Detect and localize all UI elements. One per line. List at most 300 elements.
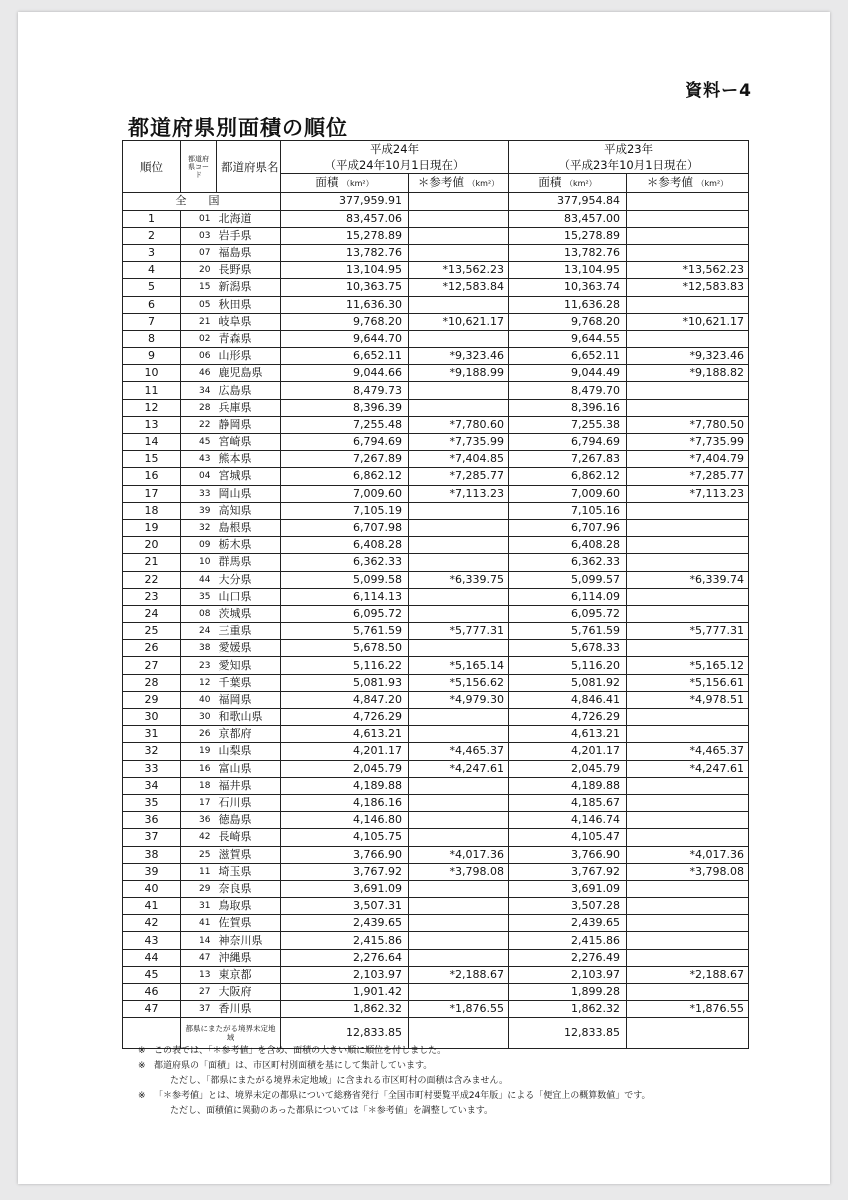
prefecture-name-cell: 大分県 — [217, 571, 281, 588]
ref1-cell: *4,017.36 — [409, 846, 509, 863]
ref1-cell — [409, 330, 509, 347]
table-row — [123, 657, 749, 674]
total-area1: 377,959.91 — [281, 193, 409, 210]
area1-cell: 9,044.66 — [281, 365, 409, 382]
code-cell: 08 — [181, 605, 217, 622]
header-area2: 面積 （km²） — [509, 174, 627, 193]
table-row — [123, 571, 749, 588]
rank-cell: 16 — [123, 468, 181, 485]
code-cell: 21 — [181, 313, 217, 330]
code-cell: 45 — [181, 434, 217, 451]
header-period2: 平成23年 — [509, 141, 749, 158]
ref2-cell — [627, 399, 749, 416]
table-row — [123, 554, 749, 571]
area1-cell: 6,114.13 — [281, 588, 409, 605]
rank-cell: 40 — [123, 880, 181, 897]
code-cell: 40 — [181, 691, 217, 708]
ref1-cell: *12,583.84 — [409, 279, 509, 296]
ref1-cell — [409, 640, 509, 657]
table-row — [123, 846, 749, 863]
table-row — [123, 1001, 749, 1018]
area1-cell: 13,782.76 — [281, 244, 409, 261]
prefecture-name-cell: 富山県 — [217, 760, 281, 777]
ref1-cell: *3,798.08 — [409, 863, 509, 880]
area1-cell: 2,276.64 — [281, 949, 409, 966]
code-cell: 05 — [181, 296, 217, 313]
ref2-cell — [627, 812, 749, 829]
prefecture-name-cell: 愛知県 — [217, 657, 281, 674]
table-row — [123, 451, 749, 468]
code-cell: 34 — [181, 382, 217, 399]
ref2-cell — [627, 984, 749, 1001]
rank-cell: 33 — [123, 760, 181, 777]
code-cell: 13 — [181, 966, 217, 983]
rank-cell: 23 — [123, 588, 181, 605]
header-rank: 順位 — [123, 141, 181, 193]
rank-cell: 41 — [123, 898, 181, 915]
ref2-cell — [627, 898, 749, 915]
prefecture-name-cell: 埼玉県 — [217, 863, 281, 880]
ref2-cell: *7,285.77 — [627, 468, 749, 485]
area2-cell: 10,363.74 — [509, 279, 627, 296]
table-row — [123, 863, 749, 880]
code-cell: 18 — [181, 777, 217, 794]
ref2-cell: *2,188.67 — [627, 966, 749, 983]
prefecture-name-cell: 愛媛県 — [217, 640, 281, 657]
rank-cell: 34 — [123, 777, 181, 794]
ref1-cell — [409, 726, 509, 743]
ref2-cell: *9,323.46 — [627, 348, 749, 365]
area2-cell: 5,678.33 — [509, 640, 627, 657]
ref2-cell — [627, 244, 749, 261]
prefecture-name-cell: 石川県 — [217, 794, 281, 811]
area1-cell: 13,104.95 — [281, 262, 409, 279]
total-ref1 — [409, 193, 509, 210]
rank-cell: 42 — [123, 915, 181, 932]
ref2-cell — [627, 330, 749, 347]
rank-cell: 21 — [123, 554, 181, 571]
table-row — [123, 760, 749, 777]
note-line — [138, 1104, 651, 1119]
rank-cell: 20 — [123, 537, 181, 554]
note-mark — [138, 1074, 154, 1089]
ref1-cell: *2,188.67 — [409, 966, 509, 983]
area1-cell: 15,278.89 — [281, 227, 409, 244]
area1-cell: 8,396.39 — [281, 399, 409, 416]
area1-cell: 6,794.69 — [281, 434, 409, 451]
table-row — [123, 519, 749, 536]
code-cell: 17 — [181, 794, 217, 811]
code-cell: 42 — [181, 829, 217, 846]
area1-cell: 4,189.88 — [281, 777, 409, 794]
code-cell: 36 — [181, 812, 217, 829]
rank-cell: 5 — [123, 279, 181, 296]
area2-cell: 2,045.79 — [509, 760, 627, 777]
rank-cell: 10 — [123, 365, 181, 382]
ref1-cell — [409, 399, 509, 416]
ref1-cell: *5,777.31 — [409, 623, 509, 640]
ref2-cell — [627, 777, 749, 794]
area1-cell: 1,862.32 — [281, 1001, 409, 1018]
code-cell: 04 — [181, 468, 217, 485]
area2-cell: 6,362.33 — [509, 554, 627, 571]
table-row — [123, 399, 749, 416]
prefecture-name-cell: 山形県 — [217, 348, 281, 365]
rank-cell: 35 — [123, 794, 181, 811]
code-cell: 43 — [181, 451, 217, 468]
code-cell: 44 — [181, 571, 217, 588]
note-line — [138, 1089, 651, 1104]
ref2-cell — [627, 709, 749, 726]
total-row — [123, 193, 749, 210]
ref2-cell — [627, 296, 749, 313]
area2-cell: 2,103.97 — [509, 966, 627, 983]
prefecture-name-cell: 大阪府 — [217, 984, 281, 1001]
area2-cell: 6,652.11 — [509, 348, 627, 365]
area1-cell: 8,479.73 — [281, 382, 409, 399]
table-row — [123, 777, 749, 794]
table-row — [123, 674, 749, 691]
ref2-cell — [627, 640, 749, 657]
prefecture-name-cell: 徳島県 — [217, 812, 281, 829]
ref2-cell — [627, 382, 749, 399]
table-row — [123, 537, 749, 554]
code-cell: 35 — [181, 588, 217, 605]
rank-cell: 14 — [123, 434, 181, 451]
code-cell: 27 — [181, 984, 217, 1001]
area1-cell: 5,678.50 — [281, 640, 409, 657]
prefecture-name-cell: 滋賀県 — [217, 846, 281, 863]
rank-cell: 37 — [123, 829, 181, 846]
code-cell: 41 — [181, 915, 217, 932]
code-cell: 31 — [181, 898, 217, 915]
ref1-cell: *7,285.77 — [409, 468, 509, 485]
area2-cell: 7,267.83 — [509, 451, 627, 468]
prefecture-name-cell: 沖縄県 — [217, 949, 281, 966]
code-cell: 06 — [181, 348, 217, 365]
area2-cell: 6,408.28 — [509, 537, 627, 554]
note-text: この表では、「＊参考値」を含め、面積の大きい順に順位を付しました。 — [154, 1046, 447, 1056]
note-text: ただし、面積値に異動のあった都県については「＊参考値」を調整しています。 — [170, 1106, 494, 1116]
ref1-cell — [409, 880, 509, 897]
table-row — [123, 244, 749, 261]
ref1-cell — [409, 605, 509, 622]
rank-cell: 32 — [123, 743, 181, 760]
area2-cell: 3,691.09 — [509, 880, 627, 897]
header-ref1: ＊参考値 （km²） — [409, 174, 509, 193]
area2-cell: 4,105.47 — [509, 829, 627, 846]
area1-cell: 6,095.72 — [281, 605, 409, 622]
table-row — [123, 709, 749, 726]
total-ref2 — [627, 193, 749, 210]
ref1-cell: *5,165.14 — [409, 657, 509, 674]
code-cell: 09 — [181, 537, 217, 554]
area1-cell: 2,045.79 — [281, 760, 409, 777]
area1-cell: 5,081.93 — [281, 674, 409, 691]
prefecture-name-cell: 秋田県 — [217, 296, 281, 313]
prefecture-name-cell: 宮城県 — [217, 468, 281, 485]
rank-cell: 19 — [123, 519, 181, 536]
area1-cell: 1,901.42 — [281, 984, 409, 1001]
rank-cell: 6 — [123, 296, 181, 313]
header-code: 都道府県コード — [181, 141, 217, 193]
area1-cell: 4,201.17 — [281, 743, 409, 760]
code-cell: 22 — [181, 416, 217, 433]
code-cell: 11 — [181, 863, 217, 880]
area2-cell: 7,009.60 — [509, 485, 627, 502]
table-row — [123, 623, 749, 640]
ref1-cell — [409, 915, 509, 932]
total-area2: 377,954.84 — [509, 193, 627, 210]
table-row — [123, 691, 749, 708]
prefecture-name-cell: 和歌山県 — [217, 709, 281, 726]
ref1-cell — [409, 777, 509, 794]
ref2-cell — [627, 726, 749, 743]
rank-cell: 44 — [123, 949, 181, 966]
area2-cell: 4,613.21 — [509, 726, 627, 743]
area2-cell: 13,782.76 — [509, 244, 627, 261]
header-period1-date: （平成24年10月1日現在） — [281, 157, 509, 174]
ref2-cell — [627, 554, 749, 571]
area1-cell: 2,103.97 — [281, 966, 409, 983]
ref1-cell — [409, 296, 509, 313]
area2-cell: 7,255.38 — [509, 416, 627, 433]
ref1-cell — [409, 554, 509, 571]
rank-cell: 22 — [123, 571, 181, 588]
area2-cell: 5,081.92 — [509, 674, 627, 691]
ref2-cell — [627, 502, 749, 519]
area1-cell: 6,408.28 — [281, 537, 409, 554]
area2-cell: 4,185.67 — [509, 794, 627, 811]
ref1-cell — [409, 537, 509, 554]
document-label: 資料ー4 — [685, 81, 752, 101]
area1-cell: 4,105.75 — [281, 829, 409, 846]
prefecture-name-cell: 静岡県 — [217, 416, 281, 433]
ref2-cell — [627, 949, 749, 966]
area2-cell: 3,767.92 — [509, 863, 627, 880]
area2-cell: 2,439.65 — [509, 915, 627, 932]
ref2-cell: *12,583.83 — [627, 279, 749, 296]
area1-cell: 4,613.21 — [281, 726, 409, 743]
ref2-cell: *13,562.23 — [627, 262, 749, 279]
ref2-cell — [627, 519, 749, 536]
rank-cell: 12 — [123, 399, 181, 416]
prefecture-name-cell: 福井県 — [217, 777, 281, 794]
ref1-cell: *4,979.30 — [409, 691, 509, 708]
ref1-cell: *9,323.46 — [409, 348, 509, 365]
ref1-cell: *7,735.99 — [409, 434, 509, 451]
ref1-cell: *7,404.85 — [409, 451, 509, 468]
area2-cell: 6,707.96 — [509, 519, 627, 536]
table-row — [123, 898, 749, 915]
area1-cell: 7,267.89 — [281, 451, 409, 468]
area2-cell: 9,768.20 — [509, 313, 627, 330]
ref1-cell — [409, 812, 509, 829]
table-row — [123, 743, 749, 760]
table-row — [123, 468, 749, 485]
ref2-cell: *5,156.61 — [627, 674, 749, 691]
ref1-cell — [409, 949, 509, 966]
footer-area1: 12,833.85 — [281, 1018, 409, 1049]
ref1-cell: *1,876.55 — [409, 1001, 509, 1018]
ref2-cell: *5,777.31 — [627, 623, 749, 640]
rank-cell: 45 — [123, 966, 181, 983]
area2-cell: 4,846.41 — [509, 691, 627, 708]
table-row — [123, 829, 749, 846]
rank-cell: 43 — [123, 932, 181, 949]
ref2-cell — [627, 880, 749, 897]
rank-cell: 3 — [123, 244, 181, 261]
ref1-cell — [409, 829, 509, 846]
area2-cell: 4,726.29 — [509, 709, 627, 726]
area1-cell: 4,847.20 — [281, 691, 409, 708]
area1-cell: 6,707.98 — [281, 519, 409, 536]
table-row — [123, 932, 749, 949]
area1-cell: 6,362.33 — [281, 554, 409, 571]
area1-cell: 9,644.70 — [281, 330, 409, 347]
code-cell: 46 — [181, 365, 217, 382]
prefecture-name-cell: 千葉県 — [217, 674, 281, 691]
ref1-cell: *10,621.17 — [409, 313, 509, 330]
code-cell: 32 — [181, 519, 217, 536]
area2-cell: 3,766.90 — [509, 846, 627, 863]
ref1-cell — [409, 244, 509, 261]
ref2-cell — [627, 227, 749, 244]
rank-cell: 27 — [123, 657, 181, 674]
ref1-cell: *4,247.61 — [409, 760, 509, 777]
code-cell: 28 — [181, 399, 217, 416]
code-cell: 39 — [181, 502, 217, 519]
note-line — [138, 1074, 651, 1089]
ref1-cell: *13,562.23 — [409, 262, 509, 279]
area1-cell: 3,691.09 — [281, 880, 409, 897]
notes — [138, 1044, 651, 1119]
rank-cell: 36 — [123, 812, 181, 829]
ref2-cell — [627, 915, 749, 932]
note-text: 「＊参考値」とは、境界未定の都県について総務省発行「全国市町村要覧平成24年版」による「便宜上の概算数値」です。 — [154, 1091, 651, 1101]
code-cell: 16 — [181, 760, 217, 777]
area2-cell: 8,479.70 — [509, 382, 627, 399]
area1-cell: 6,862.12 — [281, 468, 409, 485]
area2-cell: 5,099.57 — [509, 571, 627, 588]
rank-cell: 13 — [123, 416, 181, 433]
document-page — [18, 12, 830, 1184]
note-mark: ※ — [138, 1046, 146, 1056]
area1-cell: 4,186.16 — [281, 794, 409, 811]
code-cell: 29 — [181, 880, 217, 897]
table-row — [123, 949, 749, 966]
ref2-cell: *7,780.50 — [627, 416, 749, 433]
prefecture-name-cell: 鹿児島県 — [217, 365, 281, 382]
ref1-cell — [409, 382, 509, 399]
ref2-cell: *7,113.23 — [627, 485, 749, 502]
ref1-cell: *7,780.60 — [409, 416, 509, 433]
note-text: 都道府県の「面積」は、市区町村別面積を基にして集計しています。 — [154, 1061, 433, 1071]
area2-cell: 6,114.09 — [509, 588, 627, 605]
header-name: 都道府県名 — [217, 141, 281, 193]
table-row — [123, 296, 749, 313]
area2-cell: 5,761.59 — [509, 623, 627, 640]
area2-cell: 6,095.72 — [509, 605, 627, 622]
table-row — [123, 984, 749, 1001]
ref1-cell — [409, 519, 509, 536]
ref2-cell — [627, 537, 749, 554]
area1-cell: 6,652.11 — [281, 348, 409, 365]
code-cell: 02 — [181, 330, 217, 347]
rank-cell: 31 — [123, 726, 181, 743]
table-row — [123, 915, 749, 932]
area1-cell: 11,636.30 — [281, 296, 409, 313]
table-row — [123, 365, 749, 382]
rank-cell: 11 — [123, 382, 181, 399]
ref1-cell: *7,113.23 — [409, 485, 509, 502]
area2-cell: 5,116.20 — [509, 657, 627, 674]
ref1-cell — [409, 794, 509, 811]
code-cell: 38 — [181, 640, 217, 657]
table-row — [123, 640, 749, 657]
prefecture-name-cell: 香川県 — [217, 1001, 281, 1018]
code-cell: 26 — [181, 726, 217, 743]
total-label: 全国 — [123, 193, 281, 210]
area1-cell: 7,255.48 — [281, 416, 409, 433]
code-cell: 47 — [181, 949, 217, 966]
area1-cell: 3,507.31 — [281, 898, 409, 915]
table-row — [123, 502, 749, 519]
code-cell: 37 — [181, 1001, 217, 1018]
code-cell: 20 — [181, 262, 217, 279]
ref1-cell: *5,156.62 — [409, 674, 509, 691]
prefecture-name-cell: 高知県 — [217, 502, 281, 519]
ref1-cell — [409, 588, 509, 605]
ref2-cell: *6,339.74 — [627, 571, 749, 588]
table-row — [123, 726, 749, 743]
prefecture-name-cell: 栃木県 — [217, 537, 281, 554]
prefecture-name-cell: 群馬県 — [217, 554, 281, 571]
ref1-cell — [409, 898, 509, 915]
ref2-cell: *4,465.37 — [627, 743, 749, 760]
table-row — [123, 227, 749, 244]
rank-cell: 1 — [123, 210, 181, 227]
table-row — [123, 348, 749, 365]
rank-cell: 47 — [123, 1001, 181, 1018]
ref2-cell: *4,978.51 — [627, 691, 749, 708]
table-row — [123, 588, 749, 605]
prefecture-name-cell: 三重県 — [217, 623, 281, 640]
table-row — [123, 605, 749, 622]
ref2-cell: *10,621.17 — [627, 313, 749, 330]
area2-cell: 6,794.69 — [509, 434, 627, 451]
prefecture-name-cell: 京都府 — [217, 726, 281, 743]
rank-cell: 15 — [123, 451, 181, 468]
area1-cell: 2,415.86 — [281, 932, 409, 949]
table-row — [123, 485, 749, 502]
area1-cell: 9,768.20 — [281, 313, 409, 330]
table-row — [123, 880, 749, 897]
rank-cell: 18 — [123, 502, 181, 519]
area1-cell: 2,439.65 — [281, 915, 409, 932]
area1-cell: 83,457.06 — [281, 210, 409, 227]
ref1-cell — [409, 709, 509, 726]
area1-cell: 7,105.19 — [281, 502, 409, 519]
note-line — [138, 1059, 651, 1074]
area2-cell: 9,644.55 — [509, 330, 627, 347]
rank-cell: 2 — [123, 227, 181, 244]
table-row — [123, 416, 749, 433]
ref1-cell: *9,188.99 — [409, 365, 509, 382]
code-cell: 07 — [181, 244, 217, 261]
ref2-cell: *4,017.36 — [627, 846, 749, 863]
area2-cell: 15,278.89 — [509, 227, 627, 244]
